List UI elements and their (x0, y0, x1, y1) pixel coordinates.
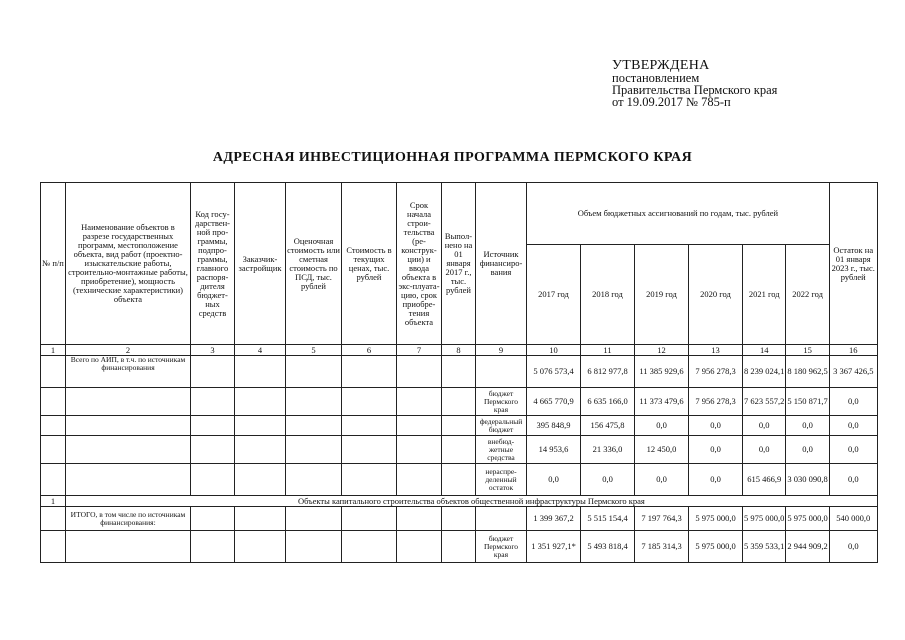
approval-stamp (612, 60, 777, 108)
column-number: 7 (397, 345, 442, 356)
approval-line: постановлением (612, 71, 700, 85)
cell-value: 0,0 (786, 436, 829, 464)
row-name: ИТОГО, в том числе по источникам финансирования: (66, 507, 191, 531)
column-number: 15 (786, 345, 829, 356)
header-program-code: Код госу-дарствен-ной про-граммы, подпро-граммы, главного распоря-дителя бюджет-ных средств (191, 183, 235, 345)
approval-line: от 19.09.2017 № 785-п (612, 95, 731, 109)
funding-source: внебюд-жетные средства (476, 436, 527, 464)
cell-value: 6 812 977,8 (581, 356, 635, 388)
cell-value: 7 185 314,3 (635, 531, 689, 563)
cell-value: 540 000,0 (829, 507, 877, 531)
cell-value: 5 359 533,1 (743, 531, 786, 563)
cell-value: 12 450,0 (635, 436, 689, 464)
investment-program-table (40, 182, 878, 563)
cell-value: 0,0 (829, 531, 877, 563)
cell-value: 7 956 278,3 (689, 356, 743, 388)
cell-value: 0,0 (581, 464, 635, 496)
column-number: 14 (743, 345, 786, 356)
cell-value: 5 975 000,0 (786, 507, 829, 531)
column-number: 12 (635, 345, 689, 356)
cell-value: 0,0 (689, 436, 743, 464)
cell-value: 8 180 962,5 (786, 356, 829, 388)
approval-heading: УТВЕРЖДЕНА (612, 58, 710, 73)
cell-value: 2 944 909,2 (786, 531, 829, 563)
approval-line: Правительства Пермского края (612, 83, 778, 97)
table-row (41, 507, 878, 531)
section-number: 1 (41, 496, 66, 507)
cell-value: 0,0 (743, 436, 786, 464)
column-number: 3 (191, 345, 235, 356)
cell-value: 6 635 166,0 (581, 388, 635, 416)
header-num: № п/п (41, 183, 66, 345)
table-row (41, 531, 878, 563)
header-current-cost: Стоимость в текущих ценах, тыс. рублей (342, 183, 397, 345)
column-number: 4 (235, 345, 286, 356)
cell-value: 11 373 479,6 (635, 388, 689, 416)
cell-value: 615 466,9 (743, 464, 786, 496)
cell-value: 11 385 929,6 (635, 356, 689, 388)
funding-source: бюджет Пермского края (476, 388, 527, 416)
cell-value: 0,0 (689, 464, 743, 496)
column-number: 8 (442, 345, 476, 356)
column-number: 11 (581, 345, 635, 356)
section-row (41, 496, 878, 507)
cell-value: 7 956 278,3 (689, 388, 743, 416)
header-construction-term: Срок начала строи-тельства (ре-конструк-ции) и ввода объекта в экс-плуата-цию, срок приобре-тения объекта (397, 183, 442, 345)
table-row (41, 464, 878, 496)
cell-value: 5 975 000,0 (689, 507, 743, 531)
section-title: Объекты капитального строительства объектов общественной инфраструктуры Пермского края (66, 496, 878, 507)
cell-value: 0,0 (635, 464, 689, 496)
column-number: 9 (476, 345, 527, 356)
table-row (41, 436, 878, 464)
cell-value: 5 493 818,4 (581, 531, 635, 563)
cell-value: 1 399 367,2 (527, 507, 581, 531)
cell-value: 1 351 927,1* (527, 531, 581, 563)
column-number: 16 (829, 345, 877, 356)
cell-value: 3 030 090,8 (786, 464, 829, 496)
cell-value: 0,0 (786, 416, 829, 436)
cell-value: 7 197 764,3 (635, 507, 689, 531)
header-year: 2017 год (527, 245, 581, 345)
cell-value: 0,0 (829, 388, 877, 416)
header-funding-source: Источник финансиро-вания (476, 183, 527, 345)
cell-value: 395 848,9 (527, 416, 581, 436)
cell-value: 4 665 770,9 (527, 388, 581, 416)
header-estimated-cost: Оценочная стоимость или сметная стоимость по ПСД, тыс. рублей (286, 183, 342, 345)
cell-value: 5 076 573,4 (527, 356, 581, 388)
header-budget-volume: Объем бюджетных ассигнований по годам, тыс. рублей (527, 183, 830, 245)
header-year: 2018 год (581, 245, 635, 345)
header-completed: Выпол-нено на 01 января 2017 г., тыс. рублей (442, 183, 476, 345)
column-number-row (41, 345, 878, 356)
cell-value: 156 475,8 (581, 416, 635, 436)
header-year: 2020 год (689, 245, 743, 345)
cell-value: 5 515 154,4 (581, 507, 635, 531)
header-year: 2022 год (786, 245, 829, 345)
header-year: 2019 год (635, 245, 689, 345)
funding-source: нераспре-деленный остаток (476, 464, 527, 496)
cell-value: 0,0 (527, 464, 581, 496)
column-number: 1 (41, 345, 66, 356)
cell-value: 0,0 (743, 416, 786, 436)
header-customer: Заказчик-застройщик (235, 183, 286, 345)
header-year: 2021 год (743, 245, 786, 345)
funding-source: бюджет Пермского края (476, 531, 527, 563)
header-name: Наименование объектов в разрезе государственных программ, местоположение объекта, вид работ (проектно-изыскательские работы, строительно-монтажные работы, приобретение), мощность (технические характеристики) объекта (66, 183, 191, 345)
cell-value: 0,0 (829, 464, 877, 496)
column-number: 13 (689, 345, 743, 356)
cell-value: 8 239 024,1 (743, 356, 786, 388)
cell-value: 3 367 426,5 (829, 356, 877, 388)
cell-value: 7 623 557,2 (743, 388, 786, 416)
column-number: 5 (286, 345, 342, 356)
column-number: 6 (342, 345, 397, 356)
cell-value: 21 336,0 (581, 436, 635, 464)
table-row (41, 356, 878, 388)
column-number: 10 (527, 345, 581, 356)
table-row (41, 388, 878, 416)
row-name: Всего по АИП, в т.ч. по источникам финансирования (66, 356, 191, 388)
header-remainder: Остаток на 01 января 2023 г., тыс. рублей (829, 183, 877, 345)
cell-value: 14 953,6 (527, 436, 581, 464)
document-title: АДРЕСНАЯ ИНВЕСТИЦИОННАЯ ПРОГРАММА ПЕРМСКОГО КРАЯ (212, 150, 693, 165)
cell-value: 5 975 000,0 (743, 507, 786, 531)
table-row (41, 416, 878, 436)
cell-value: 0,0 (689, 416, 743, 436)
cell-value: 5 975 000,0 (689, 531, 743, 563)
cell-value: 0,0 (829, 416, 877, 436)
funding-source: федеральный бюджет (476, 416, 527, 436)
cell-value: 5 150 871,7 (786, 388, 829, 416)
cell-value: 0,0 (635, 416, 689, 436)
column-number: 2 (66, 345, 191, 356)
cell-value: 0,0 (829, 436, 877, 464)
